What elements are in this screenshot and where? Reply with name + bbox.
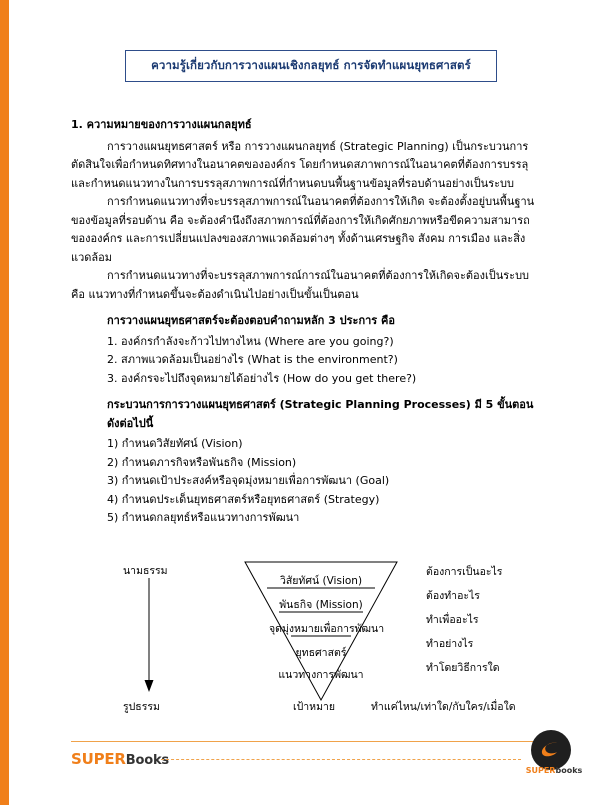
right-label-vision: ต้องการเป็นอะไร bbox=[426, 566, 503, 578]
pyramid-level-goal: จุดมุ่งหมายเพื่อการพัฒนา bbox=[269, 623, 385, 635]
swoosh-icon bbox=[539, 738, 563, 762]
question-item: 2. สภาพแวดล้อมเป็นอย่างไร (What is the environment?) bbox=[107, 353, 398, 366]
right-label-goal: ทำเพื่ออะไร bbox=[426, 614, 479, 626]
downward-arrow-icon bbox=[139, 578, 159, 696]
document-body bbox=[71, 116, 541, 528]
step-item: 4) กำหนดประเด็นยุทธศาสตร์หรือยุทธศาสตร์ (Strategy) bbox=[107, 492, 380, 506]
pyramid-level-vision: วิสัยทัศน์ (Vision) bbox=[279, 575, 363, 587]
footer-logo bbox=[71, 750, 169, 768]
inverted-triangle bbox=[241, 558, 401, 703]
paragraph-2: การกำหนดแนวทางที่จะบรรลุสภาพการณ์ในอนาคตที่ต้องการให้เกิด จะต้องตั้งอยู่บนพื้นฐานของข้อมูลที่รอบด้าน คือ จะต้องคำนึงถึงสภาพการณ์ที่ต้องการให้เกิดศักยภาพหรือขีดความสามารถขององค์กร และการเปลี่ยนแปลงของสภาพแวดล้อมต่างๆ ทั้งด้านเศรษฐกิจ สังคม การเมือง และสิ่งแวดล้อม bbox=[71, 195, 535, 264]
question-item: 1. องค์กรกำลังจะก้าวไปทางไหน (Where are you going?) bbox=[107, 334, 394, 348]
sub-heading-processes: กระบวนการการวางแผนยุทธศาสตร์ (Strategic Planning Processes) มี 5 ขั้นตอนดังต่อไปนี้ bbox=[107, 398, 534, 430]
spacer bbox=[71, 388, 541, 392]
diagram-right-labels bbox=[426, 560, 566, 680]
step-item: 2) กำหนดภารกิจหรือพันธกิจ (Mission) bbox=[107, 455, 297, 469]
document-page bbox=[9, 0, 608, 805]
badge-text-primary: SUPER bbox=[525, 766, 556, 775]
step-item: 1) กำหนดวิสัยทัศน์ (Vision) bbox=[107, 437, 243, 450]
footer-logo-secondary: Books bbox=[125, 753, 169, 768]
spacer bbox=[71, 304, 541, 308]
paragraph-1: การวางแผนยุทธศาสตร์ หรือ การวางแผนกลยุทธ์ (Strategic Planning) เป็นกระบวนการตัดสินใจเพื่อกำหนดทิศทางในอนาคตขององค์กร โดยกำหนดสภาพการณ์ในอนาคตที่ต้องการบรรลุและกำหนดแนวทางในการบรรลุสภาพการณ์ที่กำหนดบนพื้นฐานข้อมูลที่รอบด้านอย่างเป็นระบบ bbox=[71, 139, 529, 190]
badge-text bbox=[525, 766, 583, 775]
footer-divider bbox=[71, 741, 541, 742]
pyramid-level-mission: พันธกิจ (Mission) bbox=[279, 599, 363, 611]
page-left-accent-bar bbox=[0, 0, 9, 805]
strategy-pyramid-diagram bbox=[71, 548, 551, 738]
diagram-target-detail-label: ทำแค่ไหน/เท่าใด/กับใคร/เมื่อใด bbox=[371, 701, 516, 713]
diagram-target-label: เป้าหมาย bbox=[293, 701, 336, 713]
step-item: 3) กำหนดเป้าประสงค์หรือจุดมุ่งหมายเพื่อการพัฒนา (Goal) bbox=[107, 474, 390, 487]
pyramid-level-development-path: แนวทางการพัฒนา bbox=[278, 669, 364, 681]
page-title: ความรู้เกี่ยวกับการวางแผนเชิงกลยุทธ์ การจัดทำแผนยุทธศาสตร์ bbox=[151, 58, 471, 72]
sub-heading-questions: การวางแผนยุทธศาสตร์จะต้องตอบคำถามหลัก 3 ประการ คือ bbox=[107, 314, 395, 327]
diagram-left-top-label: นามธรรม bbox=[123, 565, 168, 577]
footer-badge bbox=[525, 730, 583, 776]
footer-dashed-rule bbox=[161, 759, 521, 760]
footer-logo-primary: SUPER bbox=[71, 750, 126, 768]
right-label-development-path: ทำโดยวิธีการใด bbox=[426, 662, 500, 674]
step-item: 5) กำหนดกลยุทธ์หรือแนวทางการพัฒนา bbox=[107, 511, 300, 524]
pyramid-level-strategy: ยุทธศาสตร์ bbox=[295, 647, 347, 659]
right-label-mission: ต้องทำอะไร bbox=[426, 590, 480, 602]
paragraph-3: การกำหนดแนวทางที่จะบรรลุสภาพการณ์การณ์ในอนาคตที่ต้องการให้เกิดจะต้องเป็นระบบ คือ แนวทางที่กำหนดขึ้นจะต้องดำเนินไปอย่างเป็นขั้นเป็นตอน bbox=[71, 269, 530, 301]
diagram-left-bottom-label: รูปธรรม bbox=[123, 701, 160, 713]
document-title-box bbox=[125, 50, 497, 82]
badge-text-secondary: books bbox=[555, 766, 583, 775]
section-heading: 1. ความหมายของการวางแผนกลยุทธ์ bbox=[71, 118, 252, 131]
question-item: 3. องค์กรจะไปถึงจุดหมายได้อย่างไร (How do you get there?) bbox=[107, 371, 417, 385]
right-label-strategy: ทำอย่างไร bbox=[426, 638, 474, 650]
